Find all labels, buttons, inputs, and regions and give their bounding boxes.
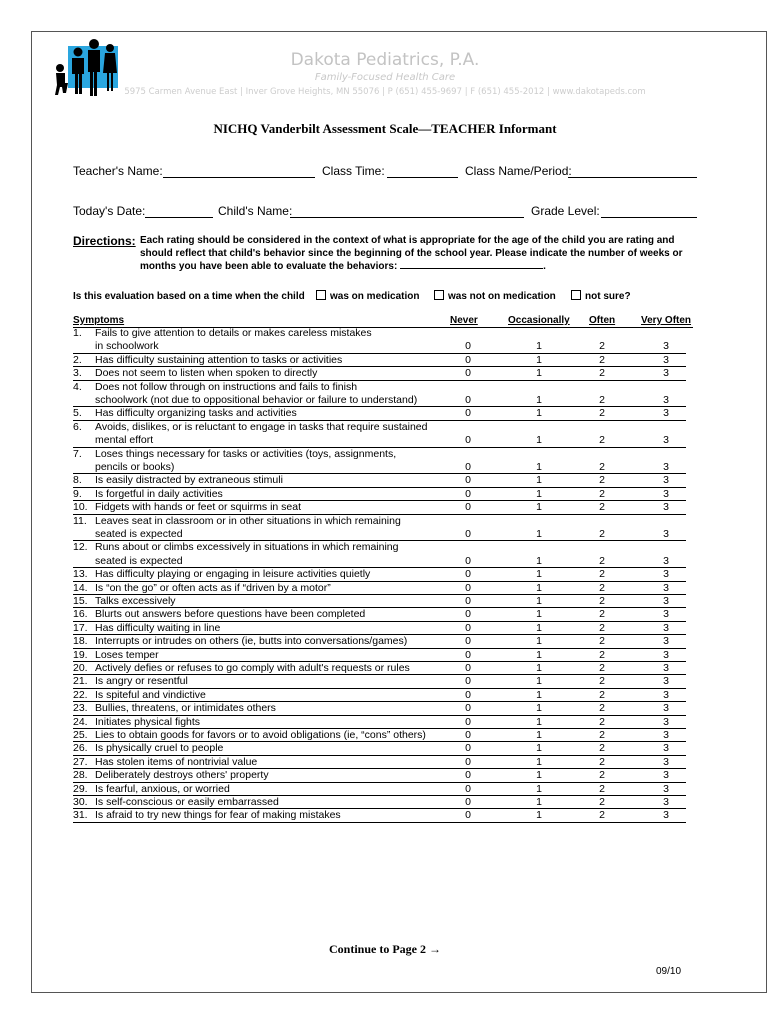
rating-option[interactable]: 1 [536, 461, 542, 473]
rating-option[interactable]: 1 [536, 715, 542, 728]
rating-option[interactable]: 2 [599, 662, 605, 674]
form-version: 09/10 [656, 966, 682, 977]
rating-option[interactable]: 2 [599, 702, 605, 715]
rating-option[interactable]: 3 [663, 353, 669, 366]
rating-option[interactable]: 1 [536, 568, 542, 581]
rating-option[interactable]: 3 [663, 407, 669, 420]
rating-option[interactable]: 1 [536, 554, 542, 567]
symptom-text: Loses things necessary for tasks or activities (toys, assignments, [95, 447, 397, 460]
symptom-text: Talks excessively [95, 595, 176, 607]
rating-option[interactable]: 0 [465, 742, 471, 755]
symptom-text: Blurts out answers before questions have been completed [95, 608, 366, 621]
never-header: Never [450, 315, 478, 326]
symptoms-header: Symptoms [73, 315, 125, 326]
childs-name-label: Child's Name: [218, 204, 293, 218]
symptom-number: 30. [73, 796, 88, 808]
rating-option[interactable]: 1 [536, 729, 542, 741]
symptom-number: 20. [73, 662, 88, 674]
symptom-text: Is physically cruel to people [95, 742, 224, 755]
table-row [0, 702, 770, 715]
todays-date-field[interactable] [145, 217, 213, 218]
table-row [0, 474, 770, 487]
symptom-text: Is fearful, anxious, or worried [95, 782, 230, 795]
rating-option[interactable]: 3 [663, 474, 669, 487]
symptom-text: Lies to obtain goods for favors or to avoid obligations (ie, “cons” others) [95, 729, 426, 741]
table-row [0, 407, 770, 420]
table-row [0, 541, 770, 554]
symptom-text: Does not follow through on instructions and fails to finish [95, 380, 358, 393]
table-row [0, 622, 770, 635]
symptom-number: 12. [73, 541, 88, 554]
table-row [0, 809, 770, 822]
rating-option[interactable]: 1 [536, 621, 542, 634]
rating-option[interactable]: 0 [465, 755, 471, 768]
table-row [0, 742, 770, 755]
rating-option[interactable]: 1 [536, 608, 542, 621]
rating-option[interactable]: 3 [663, 394, 669, 406]
rating-option[interactable]: 3 [663, 434, 669, 447]
rating-option[interactable]: 1 [536, 367, 542, 380]
rating-option[interactable]: 0 [465, 501, 471, 514]
rating-option[interactable]: 2 [599, 755, 605, 768]
symptom-text: Has stolen items of nontrivial value [95, 755, 258, 768]
rating-option[interactable]: 0 [465, 340, 471, 353]
todays-date-label: Today's Date: [73, 204, 146, 218]
rating-option[interactable]: 1 [536, 662, 542, 674]
rating-option[interactable]: 1 [536, 648, 542, 661]
symptom-number: 3. [73, 367, 82, 380]
symptom-number: 8. [73, 474, 82, 487]
symptom-text: Fidgets with hands or feet or squirms in seat [95, 501, 302, 514]
symptom-text: seated is expected [95, 554, 183, 567]
rating-option[interactable]: 3 [663, 742, 669, 755]
rating-option[interactable]: 0 [465, 608, 471, 621]
rating-option[interactable]: 1 [536, 809, 542, 822]
rating-option[interactable]: 3 [663, 340, 669, 353]
rating-option[interactable]: 2 [599, 407, 605, 420]
rating-option[interactable]: 1 [536, 769, 542, 782]
rating-option[interactable]: 1 [536, 501, 542, 514]
symptom-number: 14. [73, 581, 88, 594]
directions-text [140, 235, 685, 274]
rating-option[interactable]: 0 [465, 554, 471, 567]
table-row [0, 327, 770, 340]
rating-option[interactable]: 0 [465, 621, 471, 634]
symptom-number: 26. [73, 742, 88, 755]
class-time-field[interactable] [387, 177, 458, 178]
table-row [0, 394, 770, 407]
rating-option[interactable]: 3 [663, 568, 669, 581]
symptom-number: 4. [73, 380, 82, 393]
rating-option[interactable]: 0 [465, 394, 471, 406]
rating-option[interactable]: 3 [663, 675, 669, 688]
symptom-text: Is spiteful and vindictive [95, 688, 206, 701]
rating-option[interactable]: 0 [465, 581, 471, 594]
rating-option[interactable]: 3 [663, 715, 669, 728]
table-row [0, 367, 770, 380]
rating-option[interactable]: 0 [465, 474, 471, 487]
rating-option[interactable]: 2 [599, 474, 605, 487]
checkbox-icon[interactable] [434, 290, 444, 300]
rating-option[interactable]: 0 [465, 675, 471, 688]
continue-note: Continue to Page 2 → [329, 942, 441, 956]
table-row [0, 769, 770, 782]
symptom-number: 22. [73, 688, 88, 701]
rating-option[interactable]: 1 [536, 702, 542, 715]
table-row [0, 689, 770, 702]
childs-name-field[interactable] [290, 217, 524, 218]
table-row [0, 783, 770, 796]
rating-option[interactable]: 2 [599, 394, 605, 406]
class-name-label: Class Name/Period: [465, 164, 572, 178]
often-header: Often [589, 315, 616, 326]
symptom-number: 6. [73, 420, 82, 433]
symptom-text: Bullies, threatens, or intimidates others [95, 702, 276, 715]
symptom-text: Loses temper [95, 648, 159, 661]
table-row [0, 756, 770, 769]
rating-option[interactable]: 1 [536, 675, 542, 688]
rating-option[interactable]: 2 [599, 554, 605, 567]
rating-option[interactable]: 2 [599, 729, 605, 741]
rating-option[interactable]: 3 [663, 367, 669, 380]
rating-option[interactable]: 0 [465, 729, 471, 741]
rating-option[interactable]: 1 [536, 434, 542, 447]
rating-option[interactable]: 0 [465, 688, 471, 701]
rating-option[interactable]: 2 [599, 796, 605, 808]
table-row [0, 608, 770, 621]
rating-option[interactable]: 0 [465, 595, 471, 607]
symptom-number: 5. [73, 407, 82, 420]
grade-level-field[interactable] [601, 217, 697, 218]
rating-option[interactable]: 2 [599, 782, 605, 795]
rating-option[interactable]: 2 [599, 742, 605, 755]
rating-option[interactable]: 0 [465, 782, 471, 795]
symptom-text: Is forgetful in daily activities [95, 487, 223, 500]
symptom-text: Does not seem to listen when spoken to directly [95, 367, 318, 380]
rating-option[interactable]: 2 [599, 353, 605, 366]
symptom-text: Fails to give attention to details or makes careless mistakes [95, 327, 372, 339]
symptom-number: 23. [73, 702, 88, 715]
checkbox-icon[interactable] [571, 290, 581, 300]
symptom-text: Is self-conscious or easily embarrassed [95, 796, 279, 808]
rating-option[interactable]: 0 [465, 434, 471, 447]
symptom-text: Is angry or resentful [95, 675, 188, 688]
rating-option[interactable]: 3 [663, 729, 669, 741]
symptom-number: 18. [73, 635, 88, 648]
symptom-text: Is easily distracted by extraneous stimuli [95, 474, 283, 487]
rating-option[interactable]: 2 [599, 568, 605, 581]
symptom-number: 11. [73, 514, 87, 527]
rating-option[interactable]: 0 [465, 796, 471, 808]
rating-option[interactable]: 1 [536, 635, 542, 648]
rating-option[interactable]: 2 [599, 434, 605, 447]
table-row [0, 381, 770, 394]
rating-option[interactable]: 1 [536, 340, 542, 353]
table-row [0, 675, 770, 688]
symptom-number: 25. [73, 729, 88, 741]
not-sure-option[interactable] [571, 290, 631, 302]
directions-body: Each rating should be considered in the context of what is appropriate for the age of the child you are rating and should reflect that child's behavior since the beginning of the school year. Please indicate the number of weeks or months you have been able to evaluate the behaviors: [140, 235, 683, 273]
rating-option[interactable]: 2 [599, 675, 605, 688]
rating-option[interactable]: 3 [663, 755, 669, 768]
rating-option[interactable]: 3 [663, 662, 669, 674]
symptom-number: 17. [73, 621, 88, 634]
on-medication-option[interactable] [316, 290, 419, 302]
symptom-number: 31. [73, 809, 88, 822]
table-row [0, 662, 770, 675]
rating-option[interactable]: 3 [663, 688, 669, 701]
rating-option[interactable]: 1 [536, 394, 542, 406]
clinic-name: Dakota Pediatrics, P.A. [290, 50, 480, 70]
weeks-months-field[interactable] [400, 260, 543, 269]
rating-option[interactable]: 2 [599, 715, 605, 728]
symptom-number: 13. [73, 568, 88, 581]
table-row [0, 421, 770, 434]
symptom-text: schoolwork (not due to oppositional behavior or failure to understand) [95, 394, 418, 406]
table-row [0, 488, 770, 501]
symptom-number: 29. [73, 782, 88, 795]
symptom-number: 15. [73, 595, 88, 607]
not-on-medication-option[interactable] [434, 290, 556, 302]
directions-end: . [543, 261, 546, 273]
teacher-name-field[interactable] [163, 177, 315, 178]
rating-option[interactable]: 1 [536, 782, 542, 795]
rating-option[interactable]: 0 [465, 528, 471, 540]
symptom-text: Is “on the go” or often acts as if “driven by a motor” [95, 581, 331, 594]
occasionally-header: Occasionally [508, 315, 570, 326]
symptom-text: Interrupts or intrudes on others (ie, butts into conversations/games) [95, 635, 408, 648]
rating-option[interactable]: 2 [599, 501, 605, 514]
rating-option[interactable]: 3 [663, 809, 669, 822]
symptom-number: 9. [73, 487, 82, 500]
rating-option[interactable]: 1 [536, 796, 542, 808]
rating-option[interactable]: 0 [465, 702, 471, 715]
symptom-number: 2. [73, 353, 82, 366]
symptom-number: 21. [73, 675, 88, 688]
class-name-field[interactable] [568, 177, 697, 178]
rating-option[interactable]: 3 [663, 461, 669, 473]
symptom-text: Avoids, dislikes, or is reluctant to engage in tasks that require sustained [95, 420, 428, 433]
table-row [0, 716, 770, 729]
rating-option[interactable]: 3 [663, 796, 669, 808]
rating-option[interactable]: 0 [465, 568, 471, 581]
rating-option[interactable]: 1 [536, 688, 542, 701]
rating-option[interactable]: 0 [465, 809, 471, 822]
table-row [0, 555, 770, 568]
rating-option[interactable]: 2 [599, 688, 605, 701]
symptom-text: Has difficulty sustaining attention to tasks or activities [95, 353, 343, 366]
rating-option[interactable]: 2 [599, 769, 605, 782]
row-rule [73, 822, 686, 823]
table-row [0, 528, 770, 541]
rating-option[interactable]: 1 [536, 595, 542, 607]
rating-option[interactable]: 0 [465, 461, 471, 473]
symptom-number: 19. [73, 648, 88, 661]
symptom-text: Has difficulty waiting in line [95, 621, 221, 634]
table-row [0, 354, 770, 367]
rating-option[interactable]: 3 [663, 648, 669, 661]
rating-option[interactable]: 2 [599, 340, 605, 353]
symptom-text: Is afraid to try new things for fear of making mistakes [95, 809, 341, 822]
symptom-text: seated is expected [95, 528, 183, 540]
rating-option[interactable]: 3 [663, 702, 669, 715]
rating-option[interactable]: 1 [536, 581, 542, 594]
rating-option[interactable]: 3 [663, 635, 669, 648]
rating-option[interactable]: 0 [465, 353, 471, 366]
symptom-number: 7. [73, 447, 82, 460]
rating-option[interactable]: 1 [536, 353, 542, 366]
rating-option[interactable]: 3 [663, 782, 669, 795]
rating-option[interactable]: 1 [536, 528, 542, 540]
rating-option[interactable]: 2 [599, 487, 605, 500]
rating-option[interactable]: 3 [663, 501, 669, 514]
rating-option[interactable]: 2 [599, 367, 605, 380]
rating-option[interactable]: 2 [599, 581, 605, 594]
grade-level-label: Grade Level: [531, 204, 600, 218]
evaluation-question: Is this evaluation based on a time when the child [73, 291, 305, 302]
rating-option[interactable]: 0 [465, 648, 471, 661]
table-row [0, 515, 770, 528]
rating-option[interactable]: 2 [599, 648, 605, 661]
table-row [0, 582, 770, 595]
symptom-text: pencils or books) [95, 461, 175, 473]
rating-option[interactable]: 1 [536, 487, 542, 500]
symptom-text: Deliberately destroys others' property [95, 769, 269, 782]
not-sure-label: not sure? [585, 291, 631, 302]
rating-option[interactable]: 3 [663, 487, 669, 500]
rating-option[interactable]: 0 [465, 367, 471, 380]
symptom-text: Runs about or climbs excessively in situations in which remaining [95, 541, 399, 554]
rating-option[interactable]: 1 [536, 755, 542, 768]
table-row [0, 501, 770, 514]
rating-option[interactable]: 2 [599, 809, 605, 822]
rating-option[interactable]: 2 [599, 635, 605, 648]
symptom-text: mental effort [95, 434, 154, 447]
rating-option[interactable]: 2 [599, 621, 605, 634]
symptom-text: Initiates physical fights [95, 715, 201, 728]
table-row [0, 340, 770, 353]
table-row [0, 434, 770, 447]
rating-option[interactable]: 1 [536, 474, 542, 487]
rating-option[interactable]: 3 [663, 528, 669, 540]
rating-option[interactable]: 1 [536, 407, 542, 420]
very-often-header: Very Often [641, 315, 692, 326]
table-row [0, 649, 770, 662]
symptom-number: 10. [73, 501, 88, 514]
checkbox-icon[interactable] [316, 290, 326, 300]
symptom-text: Leaves seat in classroom or in other situations in which remaining [95, 514, 401, 527]
rating-option[interactable]: 2 [599, 461, 605, 473]
table-row [0, 461, 770, 474]
table-row [0, 796, 770, 809]
symptom-text: Has difficulty organizing tasks and activities [95, 407, 297, 420]
rating-option[interactable]: 3 [663, 621, 669, 634]
symptom-number: 27. [73, 755, 88, 768]
symptom-number: 24. [73, 715, 88, 728]
clinic-tagline: Family-Focused Health Care [314, 72, 456, 83]
rating-option[interactable]: 2 [599, 528, 605, 540]
symptom-number: 16. [73, 608, 88, 621]
rating-option[interactable]: 2 [599, 608, 605, 621]
rating-option[interactable]: 3 [663, 769, 669, 782]
rating-option[interactable]: 0 [465, 635, 471, 648]
not-on-medication-label: was not on medication [448, 291, 556, 302]
symptom-number: 28. [73, 769, 88, 782]
symptom-text: in schoolwork [95, 340, 159, 353]
table-row [0, 448, 770, 461]
table-row [0, 568, 770, 581]
table-row [0, 595, 770, 608]
rating-option[interactable]: 3 [663, 595, 669, 607]
directions-label: Directions: [73, 234, 136, 248]
table-row [0, 729, 770, 742]
table-row [0, 635, 770, 648]
rating-option[interactable]: 0 [465, 487, 471, 500]
rating-option[interactable]: 0 [465, 715, 471, 728]
form-title: NICHQ Vanderbilt Assessment Scale—TEACHER Informant [213, 121, 557, 136]
teacher-name-label: Teacher's Name: [73, 164, 163, 178]
class-time-label: Class Time: [322, 164, 385, 178]
symptom-number: 1. [73, 327, 82, 339]
rating-option[interactable]: 0 [465, 407, 471, 420]
rating-option[interactable]: 3 [663, 608, 669, 621]
rating-option[interactable]: 3 [663, 554, 669, 567]
on-medication-label: was on medication [330, 291, 420, 302]
rating-option[interactable]: 1 [536, 742, 542, 755]
rating-option[interactable]: 0 [465, 662, 471, 674]
rating-option[interactable]: 3 [663, 581, 669, 594]
symptom-text: Has difficulty playing or engaging in leisure activities quietly [95, 568, 371, 581]
rating-option[interactable]: 0 [465, 769, 471, 782]
clinic-address: 5975 Carmen Avenue East | Inver Grove Heights, MN 55076 | P (651) 455-9697 | F (651) 455-2012 | www.dakotapeds.com [124, 87, 646, 97]
symptom-text: Actively defies or refuses to go comply with adult's requests or rules [95, 662, 410, 674]
rating-option[interactable]: 2 [599, 595, 605, 607]
